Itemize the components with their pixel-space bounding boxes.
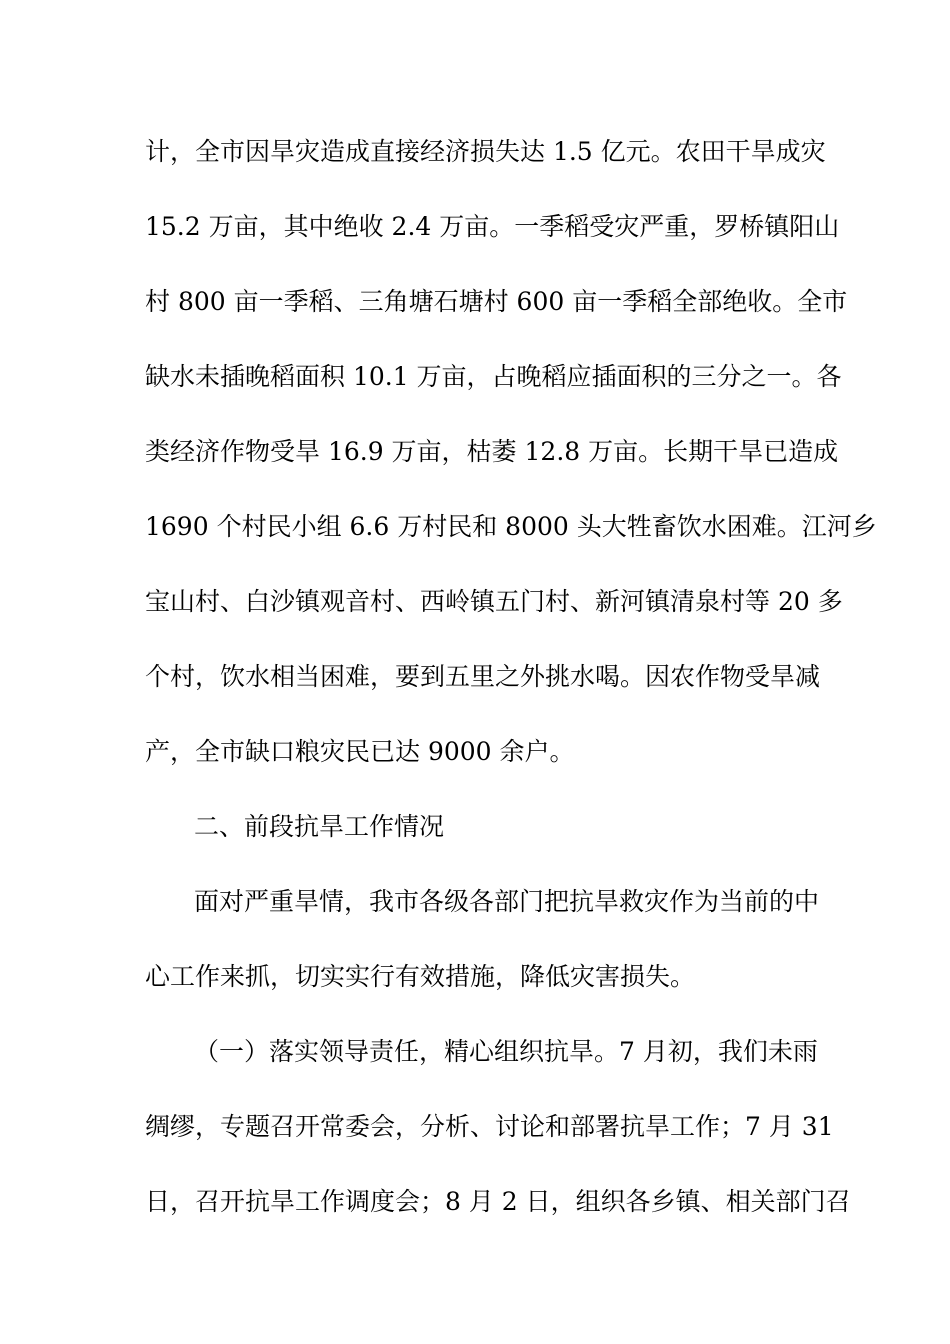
body-text-line: 1690 个村民小组 6.6 万村民和 8000 头大牲畜饮水困难。江河乡 xyxy=(145,512,877,541)
section-heading: 二、前段抗旱工作情况 xyxy=(194,812,445,841)
body-text-line: 宝山村、白沙镇观音村、西岭镇五门村、新河镇清泉村等 20 多 xyxy=(145,587,843,616)
body-text-line: 计，全市因旱灾造成直接经济损失达 1.5 亿元。农田干旱成灾 xyxy=(145,137,826,166)
body-text-line: 日，召开抗旱工作调度会；8 月 2 日，组织各乡镇、相关部门召 xyxy=(145,1187,851,1216)
paragraph-end-line: 心工作来抓，切实实行有效措施，降低灾害损失。 xyxy=(145,962,696,991)
body-text-line: 村 800 亩一季稻、三角塘石塘村 600 亩一季稻全部绝收。全市 xyxy=(145,287,848,316)
body-text-line: 绸缪，专题召开常委会，分析、讨论和部署抗旱工作；7 月 31 xyxy=(145,1112,834,1141)
body-text-line: 面对严重旱情，我市各级各部门把抗旱救灾作为当前的中 xyxy=(194,887,820,916)
body-text-line: 15.2 万亩，其中绝收 2.4 万亩。一季稻受灾严重，罗桥镇阳山 xyxy=(145,212,840,241)
body-text-line: 缺水未插晚稻面积 10.1 万亩，占晚稻应插面积的三分之一。各 xyxy=(145,362,842,391)
subsection-heading-line: （一）落实领导责任，精心组织抗旱。7 月初，我们未雨 xyxy=(194,1037,818,1066)
paragraph-end-line: 产，全市缺口粮灾民已达 9000 余户。 xyxy=(145,737,575,766)
body-text-line: 类经济作物受旱 16.9 万亩，枯萎 12.8 万亩。长期干旱已造成 xyxy=(145,437,839,466)
body-text-line: 个村，饮水相当困难，要到五里之外挑水喝。因农作物受旱减 xyxy=(145,662,821,691)
